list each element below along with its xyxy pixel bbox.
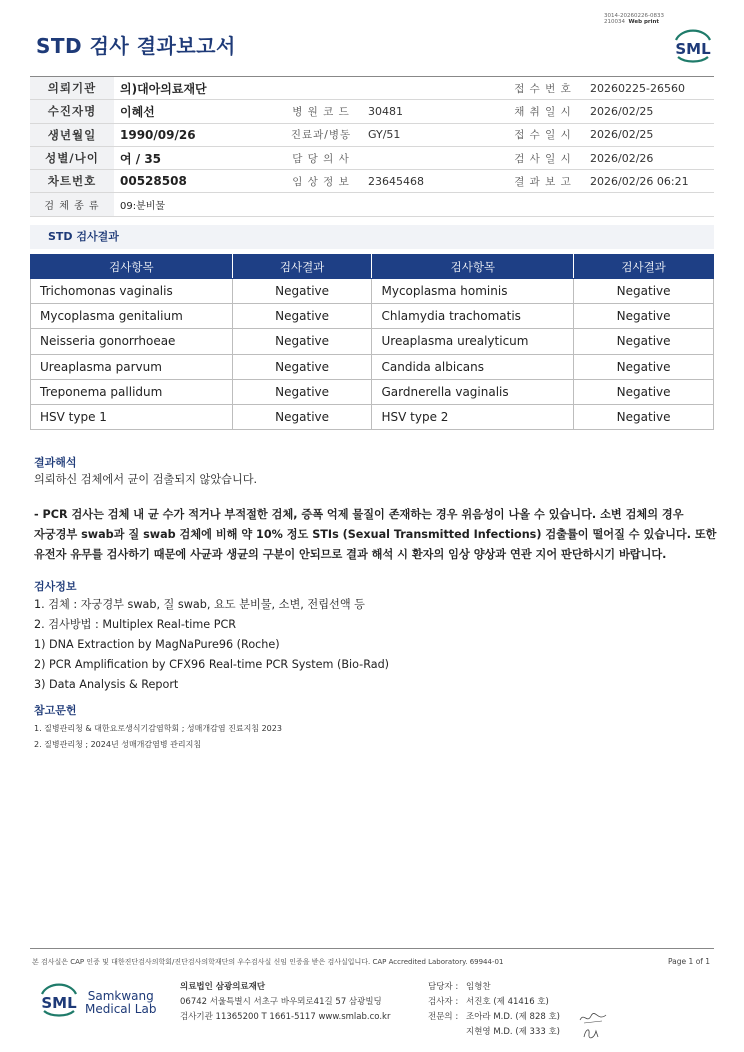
test-item: Candida albicans bbox=[372, 354, 574, 379]
info-value: 23645468 bbox=[362, 170, 502, 193]
accreditation-note: 본 검사실은 CAP 인증 및 대한진단검사의학회/진단검사의학재단의 우수검사실 신임 인증을 받은 검사실입니다. CAP Accredited Laboratory. 69944-01 bbox=[32, 958, 504, 966]
brand-name bbox=[85, 990, 156, 1016]
staff-role bbox=[428, 1025, 466, 1040]
info-label: 생년월일 bbox=[30, 123, 114, 146]
result-row bbox=[31, 279, 714, 304]
info-label: 병 원 코 드 bbox=[280, 100, 362, 123]
result-row bbox=[31, 404, 714, 429]
report-code bbox=[604, 13, 664, 25]
test-result: Negative bbox=[574, 304, 714, 329]
test-result: Negative bbox=[232, 379, 372, 404]
sml-logo-text: SML bbox=[675, 40, 711, 58]
info-label: 의뢰기관 bbox=[30, 77, 114, 100]
test-item: HSV type 2 bbox=[372, 404, 574, 429]
test-item: Treponema pallidum bbox=[31, 379, 233, 404]
test-result: Negative bbox=[232, 304, 372, 329]
contact-line: 검사기관 11365200 T 1661-5117 www.smlab.co.kr bbox=[180, 1012, 391, 1022]
test-result: Negative bbox=[232, 279, 372, 304]
reference-line: 1. 질병관리청 & 대한요로생식기감염학회 ; 성매개감염 진료지침 2023 bbox=[34, 724, 282, 733]
info-label: 채 취 일 시 bbox=[502, 100, 584, 123]
info-label: 접 수 일 시 bbox=[502, 123, 584, 146]
info-label: 결 과 보 고 bbox=[502, 170, 584, 193]
info-row bbox=[30, 100, 714, 123]
header-test-result: 검사결과 bbox=[232, 255, 372, 279]
test-item: HSV type 1 bbox=[31, 404, 233, 429]
staff-role: 검사자 : bbox=[428, 997, 459, 1007]
lab-address bbox=[180, 980, 390, 1025]
info-label: 성별/나이 bbox=[30, 146, 114, 169]
info-value: 2026/02/25 bbox=[584, 123, 714, 146]
test-result: Negative bbox=[232, 354, 372, 379]
test-item: Mycoplasma genitalium bbox=[31, 304, 233, 329]
page-number: Page 1 of 1 bbox=[668, 957, 711, 966]
org-name: 의료법인 삼광의료재단 bbox=[180, 982, 266, 992]
brand-line: Medical Lab bbox=[85, 1002, 157, 1016]
info-row bbox=[30, 123, 714, 146]
results-header-row bbox=[31, 255, 714, 279]
info-label: 진료과/병동 bbox=[280, 123, 362, 146]
staff-role: 전문의 : bbox=[428, 1012, 459, 1022]
info-value bbox=[362, 77, 502, 100]
info-label bbox=[280, 77, 362, 100]
test-item: Neisseria gonorrhoeae bbox=[31, 329, 233, 354]
info-value: 20260225-26560 bbox=[584, 77, 714, 100]
interpretation-title: 결과해석 bbox=[34, 456, 77, 469]
note-line: - PCR 검사는 검체 내 균 수가 적거나 부적절한 검체, 증폭 억제 물질이 존재하는 경우 위음성이 나올 수 있습니다. 소변 검체의 경우 bbox=[34, 508, 684, 521]
staff-name: 임형찬 bbox=[466, 982, 491, 992]
test-info-line: 1. 검체 : 자궁경부 swab, 질 swab, 요도 분비물, 소변, 전립선액 등 bbox=[34, 598, 365, 611]
staff-name: 서진호 (제 41416 호) bbox=[466, 997, 549, 1007]
test-item: Trichomonas vaginalis bbox=[31, 279, 233, 304]
page-title: STD 검사 결과보고서 bbox=[36, 34, 236, 58]
sml-logo-icon bbox=[36, 978, 82, 1018]
specimen-row bbox=[30, 193, 714, 216]
test-result: Negative bbox=[574, 354, 714, 379]
test-item: Ureaplasma urealyticum bbox=[372, 329, 574, 354]
info-label: 임 상 정 보 bbox=[280, 170, 362, 193]
sml-logo-icon bbox=[670, 24, 716, 64]
section-title: STD 검사결과 bbox=[30, 225, 714, 249]
info-value: 이혜선 bbox=[114, 100, 280, 123]
test-item: Chlamydia trachomatis bbox=[372, 304, 574, 329]
test-info-line: 3) Data Analysis & Report bbox=[34, 678, 179, 691]
test-result: Negative bbox=[574, 404, 714, 429]
info-value: 2026/02/26 bbox=[584, 146, 714, 169]
sml-logo-text: SML bbox=[41, 994, 77, 1012]
specimen-value: 09:분비물 bbox=[114, 193, 714, 216]
staff-name: 조아라 M.D. (제 828 호) bbox=[466, 1012, 561, 1022]
test-item: Ureaplasma parvum bbox=[31, 354, 233, 379]
signature-icon bbox=[578, 1010, 608, 1026]
footer-divider bbox=[30, 948, 714, 949]
info-label: 수진자명 bbox=[30, 100, 114, 123]
info-value: 2026/02/25 bbox=[584, 100, 714, 123]
info-label: 담 당 의 사 bbox=[280, 146, 362, 169]
info-value: 1990/09/26 bbox=[114, 123, 280, 146]
test-info-list bbox=[34, 595, 389, 695]
note-line: 유전자 유무를 검사하기 때문에 사균과 생균의 구분이 안되므로 결과 해석 시 환자의 임상 양상과 연관 지어 판단하시기 바랍니다. bbox=[34, 548, 667, 561]
result-row bbox=[31, 329, 714, 354]
result-row bbox=[31, 304, 714, 329]
reference-line: 2. 질병관리청 ; 2024년 성매개감염병 관리지침 bbox=[34, 740, 202, 749]
info-value: 여 / 35 bbox=[114, 146, 280, 169]
staff-list bbox=[428, 980, 560, 1040]
header-test-result: 검사결과 bbox=[574, 255, 714, 279]
info-label: 차트번호 bbox=[30, 170, 114, 193]
test-item: Mycoplasma hominis bbox=[372, 279, 574, 304]
web-print-label: Web print bbox=[628, 19, 660, 25]
info-label: 접 수 번 호 bbox=[502, 77, 584, 100]
brand-line: Samkwang bbox=[87, 989, 154, 1003]
test-info-line: 1) DNA Extraction by MagNaPure96 (Roche) bbox=[34, 638, 280, 651]
test-result: Negative bbox=[574, 379, 714, 404]
info-value: 30481 bbox=[362, 100, 502, 123]
staff-name: 지현영 M.D. (제 333 호) bbox=[466, 1027, 561, 1037]
test-info-title: 검사정보 bbox=[34, 580, 77, 593]
result-row bbox=[31, 354, 714, 379]
test-item: Gardnerella vaginalis bbox=[372, 379, 574, 404]
info-value: GY/51 bbox=[362, 123, 502, 146]
test-result: Negative bbox=[574, 279, 714, 304]
info-row bbox=[30, 170, 714, 193]
info-value bbox=[362, 146, 502, 169]
patient-info-table bbox=[30, 76, 714, 217]
test-result: Negative bbox=[232, 329, 372, 354]
report-code-line1: 3014-20260226-0833 bbox=[604, 13, 664, 19]
references-title: 참고문헌 bbox=[34, 704, 77, 717]
header-test-item: 검사항목 bbox=[31, 255, 233, 279]
info-label: 검 사 일 시 bbox=[502, 146, 584, 169]
info-value: 00528508 bbox=[114, 170, 280, 193]
results-table bbox=[30, 254, 714, 430]
info-row bbox=[30, 146, 714, 169]
interpretation-note bbox=[34, 505, 716, 565]
test-result: Negative bbox=[232, 404, 372, 429]
specimen-label: 검 체 종 류 bbox=[30, 193, 114, 216]
test-info-line: 2. 검사방법 : Multiplex Real-time PCR bbox=[34, 618, 237, 631]
report-code-line2: 210034 bbox=[604, 19, 625, 25]
info-value: 2026/02/26 06:21 bbox=[584, 170, 714, 193]
staff-role: 담당자 : bbox=[428, 982, 459, 992]
address-line: 06742 서울특별시 서초구 바우뫼로41길 57 삼광빌딩 bbox=[180, 997, 382, 1007]
interpretation-summary: 의뢰하신 검체에서 균이 검출되지 않았습니다. bbox=[34, 473, 258, 486]
note-line: 자궁경부 swab과 질 swab 검체에 비해 약 10% 정도 STIs (Sexual Transmitted Infections) 검출률이 떨어질 수 있습니다. 또한 bbox=[34, 528, 717, 541]
header-test-item: 검사항목 bbox=[372, 255, 574, 279]
test-info-line: 2) PCR Amplification by CFX96 Real-time PCR System (Bio-Rad) bbox=[34, 658, 390, 671]
test-result: Negative bbox=[574, 329, 714, 354]
result-row bbox=[31, 379, 714, 404]
signature-icon bbox=[578, 1025, 608, 1041]
info-value: 의)대아의료재단 bbox=[114, 77, 280, 100]
info-row bbox=[30, 77, 714, 100]
